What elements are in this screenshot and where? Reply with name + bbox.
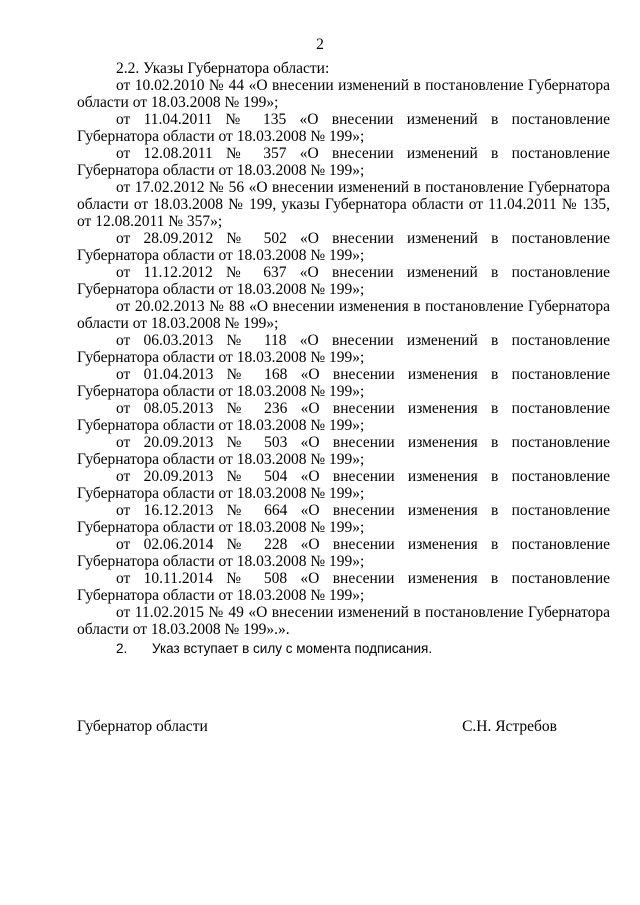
signatory-name: С.Н. Ястребов (462, 718, 557, 735)
decree-item: от 28.09.2012 № 502 «О внесении изменений в постановление Губернатора области от 18.03.2008 № 199»; (77, 230, 610, 264)
decree-item: от 10.02.2010 № 44 «О внесении изменений в постановление Губернатора области от 18.03.2008 № 199»; (77, 77, 610, 111)
document-body (77, 60, 610, 657)
decree-item: от 06.03.2013 № 118 «О внесении изменений в постановление Губернатора области от 18.03.2008 № 199»; (77, 332, 610, 366)
decree-item: от 20.09.2013 № 503 «О внесении изменения в постановление Губернатора области от 18.03.2008 № 199»; (77, 434, 610, 468)
decree-item: от 01.04.2013 № 168 «О внесении изменения в постановление Губернатора области от 18.03.2008 № 199»; (77, 366, 610, 400)
signatory-position: Губернатор области (77, 718, 208, 735)
decree-item: от 12.08.2011 № 357 «О внесении изменений в постановление Губернатора области от 18.03.2008 № 199»; (77, 145, 610, 179)
clause-2 (77, 641, 610, 657)
page-number: 2 (316, 36, 324, 53)
decree-item: от 17.02.2012 № 56 «О внесении изменений в постановление Губернатора области от 18.03.2008 № 199, указы Губернатора области от 11.04.2011 № 135, от 12.08.2011 № 357»; (77, 179, 610, 230)
decree-item: от 02.06.2014 № 228 «О внесении изменения в постановление Губернатора области от 18.03.2008 № 199»; (77, 536, 610, 570)
section-heading: 2.2. Указы Губернатора области: (116, 60, 330, 77)
clause-2-number: 2. (116, 641, 128, 656)
decree-item: от 08.05.2013 № 236 «О внесении изменения в постановление Губернатора области от 18.03.2008 № 199»; (77, 400, 610, 434)
clause-2-text: Указ вступает в силу с момента подписания. (152, 641, 433, 656)
decree-item: от 11.12.2012 № 637 «О внесении изменений в постановление Губернатора области от 18.03.2008 № 199»; (77, 264, 610, 298)
decree-item: от 20.09.2013 № 504 «О внесении изменения в постановление Губернатора области от 18.03.2008 № 199»; (77, 468, 610, 502)
decree-item: от 11.04.2011 № 135 «О внесении изменений в постановление Губернатора области от 18.03.2008 № 199»; (77, 111, 610, 145)
decree-item: от 10.11.2014 № 508 «О внесении изменения в постановление Губернатора области от 18.03.2008 № 199»; (77, 570, 610, 604)
decree-item: от 16.12.2013 № 664 «О внесении изменения в постановление Губернатора области от 18.03.2008 № 199»; (77, 502, 610, 536)
decree-item: от 11.02.2015 № 49 «О внесении изменений в постановление Губернатора области от 18.03.2008 № 199».». (77, 604, 610, 638)
decree-item: от 20.02.2013 № 88 «О внесении изменения в постановление Губернатора области от 18.03.2008 № 199»; (77, 298, 610, 332)
